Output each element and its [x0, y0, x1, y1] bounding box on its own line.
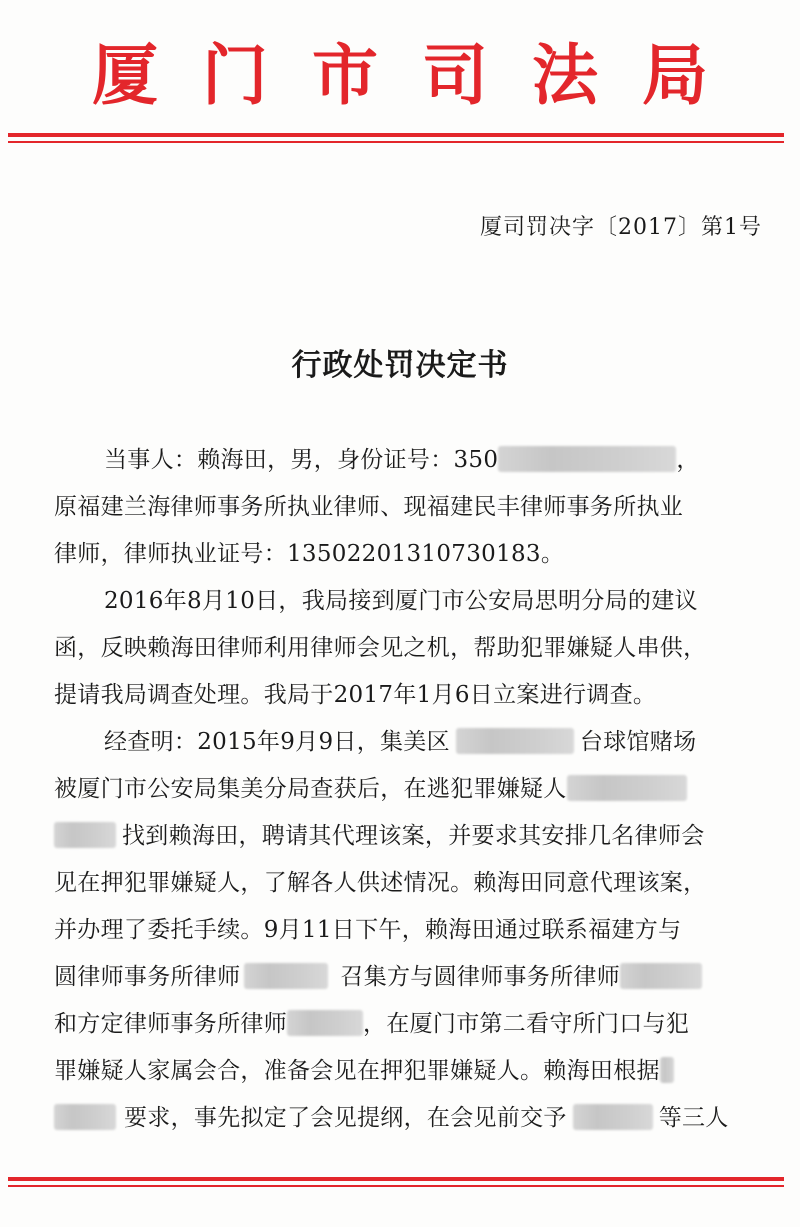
text-span: 召集方与圆律师事务所律师 [340, 964, 621, 990]
text-span: 和方定律师事务所律师 [54, 1011, 287, 1037]
footer-rule-thick [8, 1177, 784, 1181]
issuing-authority-header: 厦门市司法局 [92, 36, 752, 114]
redaction-block [456, 728, 574, 754]
header-rule-thin [8, 141, 784, 143]
body-line [54, 719, 766, 766]
redaction-block [287, 1010, 363, 1036]
redaction-block [498, 446, 676, 472]
body-line: 律师，律师执业证号：13502201310730183。 [54, 541, 565, 567]
body-line [54, 1095, 766, 1142]
body-line: 原福建兰海律师事务所执业律师、现福建民丰律师事务所执业 [54, 494, 684, 520]
body-line [54, 766, 766, 813]
text-span: 经查明：2015年9月9日，集美区 [104, 729, 450, 755]
redaction-block [567, 775, 687, 801]
text-span: 被厦门市公安局集美分局查获后，在逃犯罪嫌疑人 [54, 776, 567, 802]
body-line: 提请我局调查处理。我局于2017年1月6日立案进行调查。 [54, 682, 657, 708]
body-line [54, 1001, 766, 1048]
redaction-block [573, 1104, 653, 1130]
text-span: 圆律师事务所律师 [54, 964, 241, 990]
document-title: 行政处罚决定书 [291, 348, 509, 383]
text-span: 找到赖海田，聘请其代理该案，并要求其安排几名律师会 [122, 823, 705, 849]
body-line [54, 954, 766, 1001]
body-line [54, 578, 766, 625]
body-line: 函，反映赖海田律师利用律师会见之机，帮助犯罪嫌疑人串供， [54, 635, 707, 661]
body-line: 并办理了委托手续。9月11日下午，赖海田通过联系福建方与 [54, 917, 682, 943]
redaction-block [620, 963, 702, 989]
header-rule-thick [8, 133, 784, 137]
text-span: 要求，事先拟定了会见提纲，在会见前交予 [124, 1105, 567, 1131]
footer-rule-thin [8, 1185, 784, 1187]
redaction-block [54, 822, 116, 848]
text-span: 台球馆赌场 [579, 729, 697, 755]
document-body [54, 437, 766, 1142]
text-span: 350 [453, 447, 499, 473]
document-number: 厦司罚决字〔2017〕第1号 [480, 215, 762, 240]
text-span: ， [676, 447, 700, 473]
text-span: 2016年8月10日，我局接到厦门市公安局思明分局的建议 [104, 588, 698, 614]
redaction-block [244, 963, 328, 989]
body-line [54, 813, 766, 860]
text-span: 当事人：赖海田，男，身份证号： [104, 447, 454, 473]
text-span: 罪嫌疑人家属会合，准备会见在押犯罪嫌疑人。赖海田根据 [54, 1058, 660, 1084]
redaction-block [54, 1104, 116, 1130]
redaction-block [660, 1057, 674, 1083]
body-line [54, 437, 766, 484]
text-span: 等三人 [658, 1105, 729, 1131]
body-line: 见在押犯罪嫌疑人，了解各人供述情况。赖海田同意代理该案， [54, 870, 707, 896]
body-line [54, 1048, 766, 1095]
text-span: ，在厦门市第二看守所门口与犯 [363, 1011, 690, 1037]
